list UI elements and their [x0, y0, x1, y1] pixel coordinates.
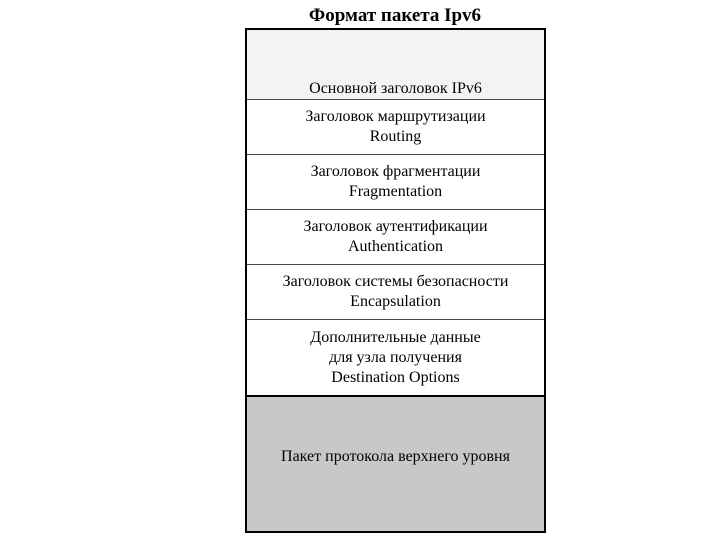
destination-options-label-en: Destination Options — [331, 368, 460, 386]
destination-options-label-1: Дополнительные данные — [310, 328, 481, 346]
routing-header-label: Заголовок маршрутизации — [305, 108, 486, 125]
main-header-label: Основной заголовок IPv6 — [309, 80, 482, 97]
upper-layer-packet-label: Пакет протокола верхнего уровня — [281, 448, 510, 465]
routing-header-label-en: Routing — [369, 128, 422, 145]
block-encapsulation-header — [247, 265, 544, 320]
block-authentication-header — [247, 210, 544, 265]
diagram-title: Формат пакета Ipv6 — [308, 5, 482, 26]
block-routing-header — [247, 100, 544, 155]
block-upper-layer-packet — [247, 397, 544, 531]
encapsulation-header-label-en: Encapsulation — [350, 293, 441, 310]
fragmentation-header-label: Заголовок фрагментации — [310, 163, 481, 180]
destination-options-label-2: для узла получения — [329, 348, 462, 366]
ipv6-packet-diagram — [245, 28, 546, 533]
fragmentation-header-label-en: Fragmentation — [348, 183, 443, 200]
block-fragmentation-header — [247, 155, 544, 210]
block-destination-options — [247, 320, 544, 397]
block-main-header — [247, 30, 544, 100]
encapsulation-header-label: Заголовок системы безопасности — [282, 273, 509, 290]
authentication-header-label-en: Authentication — [347, 238, 444, 255]
authentication-header-label: Заголовок аутентификации — [303, 218, 488, 235]
